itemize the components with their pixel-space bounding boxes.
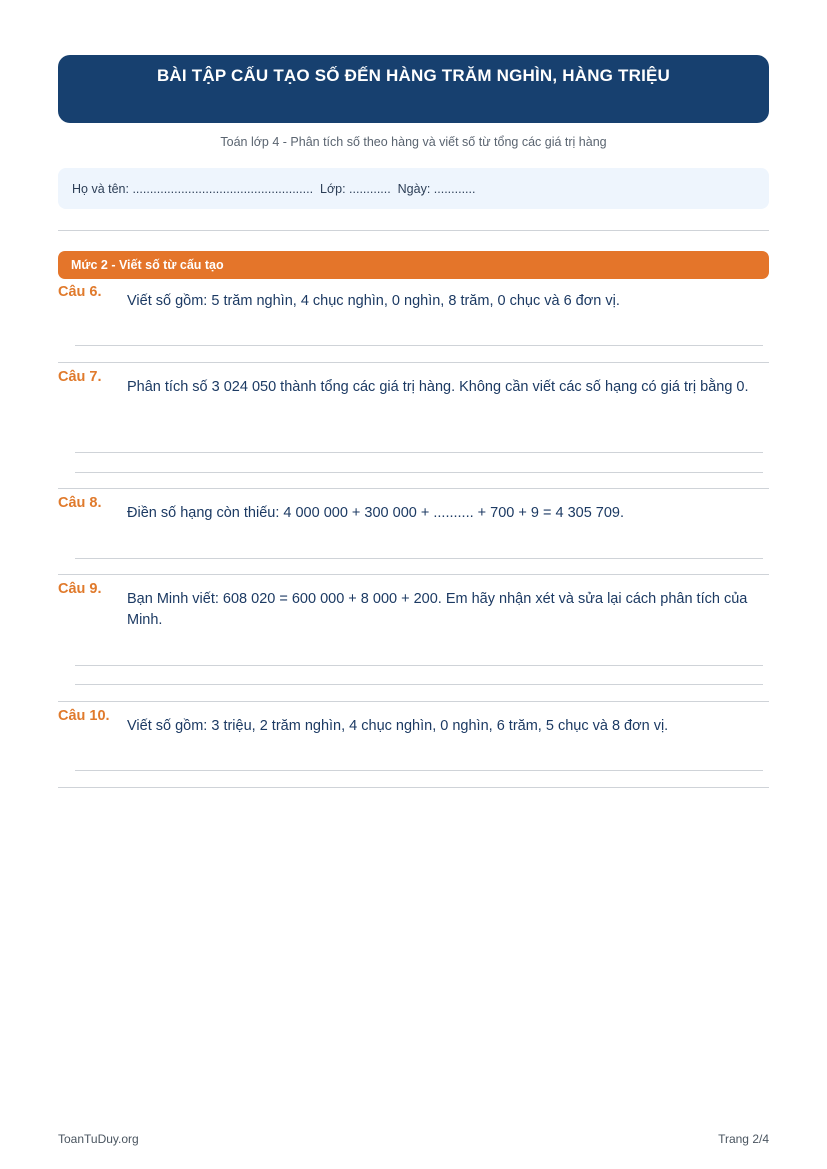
section-label: Mức 2 - Viết số từ cấu tạo [71, 258, 224, 272]
question-label: Câu 10. [58, 708, 110, 724]
divider [58, 574, 769, 575]
question-text: Viết số gồm: 3 triệu, 2 trăm nghìn, 4 chục nghìn, 0 nghìn, 6 trăm, 5 chục và 8 đơn vị. [127, 718, 669, 734]
divider [58, 362, 769, 363]
answer-line [75, 665, 763, 666]
section-header [58, 251, 769, 279]
divider [58, 787, 769, 788]
answer-line [75, 472, 763, 473]
question-label: Câu 8. [58, 495, 102, 511]
answer-line [75, 770, 763, 771]
answer-line [75, 452, 763, 453]
title-banner [58, 55, 769, 123]
answer-line [75, 345, 763, 346]
answer-line [75, 684, 763, 685]
student-info-line: Họ và tên: .................................................... Lớp: ............ Ngày: ............ [72, 182, 476, 196]
divider [58, 488, 769, 489]
question-label: Câu 7. [58, 369, 102, 385]
question-label: Câu 9. [58, 581, 102, 597]
question-text: Bạn Minh viết: 608 020 = 600 000 + 8 000 + 200. Em hãy nhận xét và sửa lại cách phân tích của Minh. [127, 591, 748, 628]
page-title: BÀI TẬP CẤU TẠO SỐ ĐẾN HÀNG TRĂM NGHÌN, HÀNG TRIỆU [156, 66, 671, 85]
question-label: Câu 6. [58, 284, 102, 300]
footer-site: ToanTuDuy.org [58, 1132, 139, 1146]
question-text: Phân tích số 3 024 050 thành tổng các giá trị hàng. Không cần viết các số hạng có giá trị bằng 0. [127, 379, 749, 395]
divider [58, 701, 769, 702]
divider [58, 230, 769, 231]
page-subtitle: Toán lớp 4 - Phân tích số theo hàng và viết số từ tổng các giá trị hàng [220, 135, 607, 149]
footer-page-number: Trang 2/4 [718, 1132, 769, 1146]
student-info-box [58, 168, 769, 209]
question-text: Điền số hạng còn thiếu: 4 000 000 + 300 000 + .......... + 700 + 9 = 4 305 709. [127, 505, 625, 521]
question-text: Viết số gồm: 5 trăm nghìn, 4 chục nghìn, 0 nghìn, 8 trăm, 0 chục và 6 đơn vị. [127, 293, 620, 309]
answer-line [75, 558, 763, 559]
